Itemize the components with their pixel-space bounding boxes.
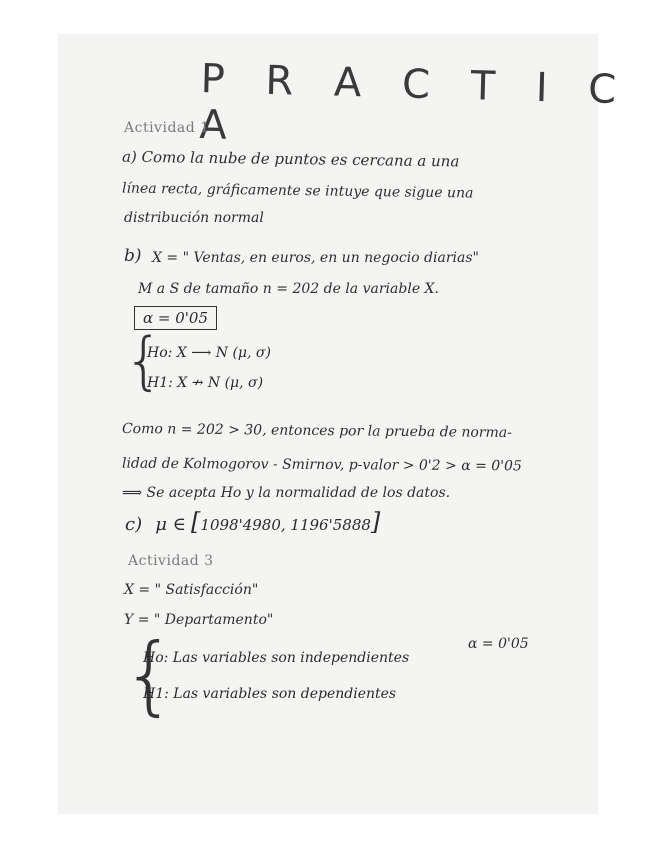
- b-label: b): [124, 246, 142, 266]
- actividad-3-heading: Actividad 3: [128, 553, 214, 569]
- a-line-3: distribución normal: [124, 210, 264, 226]
- brace-hypotheses-1: {: [124, 324, 164, 397]
- right-bracket: ]: [370, 508, 381, 536]
- x-definition: X = " Satisfacción": [124, 582, 259, 598]
- actividad-1-heading: Actividad 1: [124, 120, 210, 136]
- h0-normal: Ho: X ⟶ N (μ, σ): [147, 345, 271, 361]
- b-variable-definition: X = " Ventas, en euros, en un negocio diarias": [152, 250, 479, 266]
- alpha-level-3: α = 0'05: [468, 636, 529, 652]
- y-definition: Y = " Departamento": [124, 612, 274, 628]
- mu-belongs: μ ∈: [155, 514, 186, 535]
- conclusion-line-2: lidad de Kolmogorov - Smirnov, p-valor > 0'2 > α = 0'05: [121, 455, 522, 475]
- a-line-1: a) Como la nube de puntos es cercana a una: [121, 147, 460, 171]
- h0-independent: Ho: Las variables son independientes: [143, 650, 410, 666]
- conclusion-line-3: ⟹ Se acepta Ho y la normalidad de los datos.: [122, 485, 451, 501]
- left-bracket: [: [191, 508, 201, 536]
- interval-values: 1098'4980, 1196'5888: [200, 516, 371, 534]
- h1-not-normal: H1: X ↛ N (μ, σ): [147, 375, 264, 391]
- page-title: P R A C T I C A: [198, 56, 631, 150]
- mas-sample-line: M a S de tamaño n = 202 de la variable X.: [138, 281, 439, 297]
- conclusion-line-1: Como n = 202 > 30, entonces por la prueba de norma-: [121, 420, 512, 442]
- c-label: c): [125, 514, 143, 535]
- h1-dependent: H1: Las variables son dependientes: [143, 686, 397, 702]
- alpha-box: α = 0'05: [134, 306, 217, 330]
- brace-hypotheses-3: {: [122, 625, 177, 725]
- confidence-interval: [125, 508, 380, 536]
- a-line-2: línea recta, gráficamente se intuye que sigue una: [121, 180, 474, 202]
